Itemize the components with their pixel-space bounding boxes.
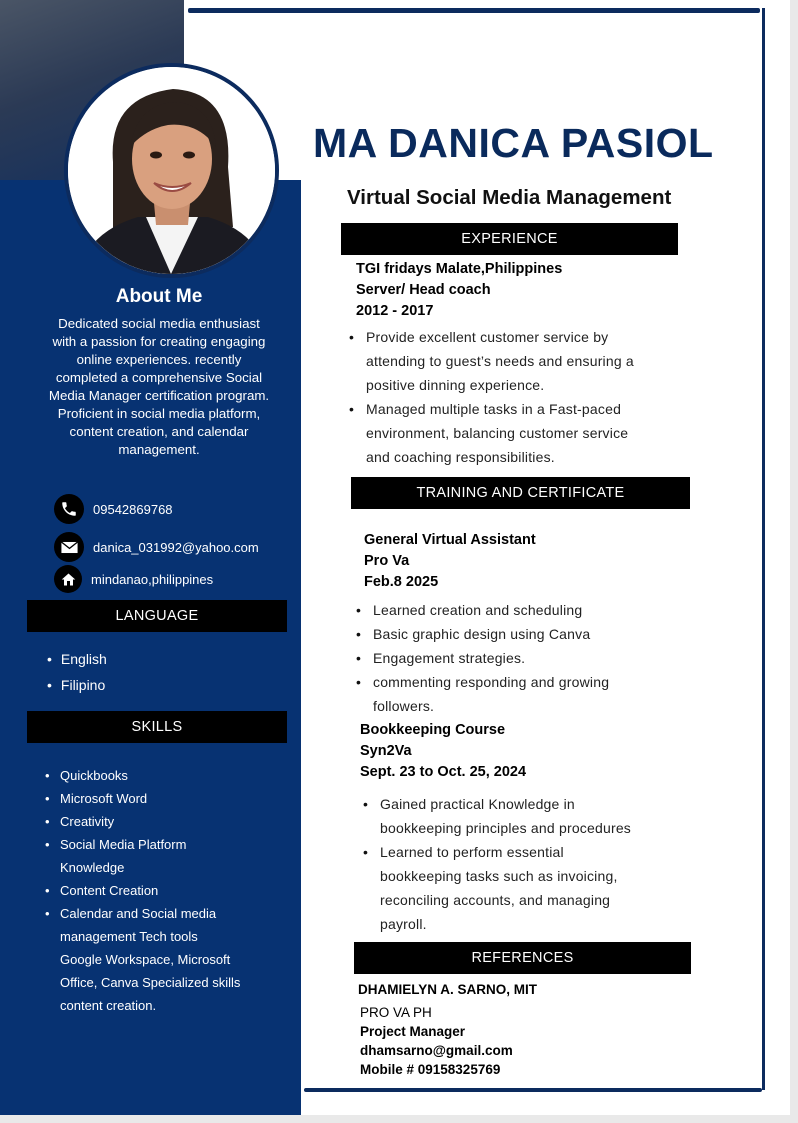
about-line: Proficient in social media platform,	[57, 406, 261, 421]
experience-position: Server/ Head coach	[356, 282, 491, 298]
list-item	[60, 787, 280, 810]
list-item	[380, 840, 631, 936]
experience-heading: EXPERIENCE	[341, 223, 678, 255]
course2-bullets	[380, 792, 631, 936]
about-line: online experiences. recently	[76, 352, 242, 367]
skills-list	[60, 764, 280, 1017]
skill-line: management Tech tools	[60, 929, 198, 944]
list-item	[366, 397, 634, 469]
experience-period: 2012 - 2017	[356, 303, 434, 319]
contact-phone	[54, 494, 173, 524]
course1-bullets	[373, 598, 609, 718]
skill-line: • Creativity	[60, 814, 115, 829]
reference-company: PRO VA PH	[360, 1005, 432, 1020]
address: mindanao,philippines	[91, 571, 214, 587]
email-address[interactable]: danica_031992@yahoo.com	[93, 539, 259, 555]
about-line: with a passion for creating engaging	[52, 334, 266, 349]
about-line: Dedicated social media enthusiast	[58, 316, 260, 331]
course1-provider: Pro Va	[364, 553, 410, 569]
list-item	[366, 325, 634, 397]
bullet-line: reconciling accounts, and managing	[380, 892, 611, 908]
list-item: • Filipino	[62, 672, 107, 698]
bullet-line: environment, balancing customer service	[366, 425, 629, 441]
skill-line: content creation.	[60, 998, 157, 1013]
list-item	[380, 792, 631, 840]
about-line: Media Manager certification program.	[48, 388, 270, 403]
skill-line: • Microsoft Word	[60, 791, 148, 806]
envelope-icon	[54, 532, 84, 562]
candidate-name: MA DANICA PASIOL	[313, 120, 714, 166]
skill-line: • Quickbooks	[60, 768, 128, 783]
contact-address	[54, 565, 213, 593]
language-list	[62, 646, 107, 698]
bullet-line: • Basic graphic design using Canva	[373, 626, 591, 642]
bullet-line: • Engagement strategies.	[373, 650, 526, 666]
list-item	[373, 598, 609, 622]
training-heading: TRAINING AND CERTIFICATE	[351, 477, 690, 509]
list-item	[373, 670, 609, 718]
home-icon	[54, 565, 82, 593]
course2-date: Sept. 23 to Oct. 25, 2024	[360, 764, 527, 780]
profile-photo	[64, 63, 279, 278]
skill-line: • Content Creation	[60, 883, 159, 898]
bullet-line: payroll.	[380, 916, 427, 932]
phone-number[interactable]: 09542869768	[93, 501, 173, 517]
bullet-line: bookkeeping principles and procedures	[380, 820, 632, 836]
profile-photo-illustration	[68, 67, 275, 274]
reference-title: Project Manager	[360, 1024, 466, 1039]
course1-date: Feb.8 2025	[364, 574, 439, 590]
list-item	[60, 764, 280, 787]
contact-email	[54, 532, 259, 562]
bullet-line: • Learned to perform essential	[380, 844, 564, 860]
skill-line: Google Workspace, Microsoft	[60, 952, 231, 967]
about-me-heading: About Me	[115, 286, 203, 307]
bullet-line: • Provide excellent customer service by	[366, 329, 609, 345]
about-line: completed a comprehensive Social	[55, 370, 263, 385]
bullet-line: bookkeeping tasks such as invoicing,	[380, 868, 618, 884]
skill-line: Office, Canva Specialized skills	[60, 975, 241, 990]
skill-line: • Social Media Platform	[60, 837, 187, 852]
experience-bullets	[366, 325, 634, 469]
experience-company: TGI fridays Malate,Philippines	[356, 261, 563, 277]
skill-line: Knowledge	[60, 860, 125, 875]
list-item	[60, 879, 280, 902]
reference-name: DHAMIELYN A. SARNO, MIT	[358, 982, 538, 997]
phone-icon	[54, 494, 84, 524]
about-line: management.	[118, 442, 200, 457]
frame-right-line	[762, 8, 765, 1090]
frame-top-line	[188, 8, 760, 13]
skill-line: • Calendar and Social media	[60, 906, 217, 921]
course2-title: Bookkeeping Course	[360, 722, 506, 738]
list-item	[60, 833, 280, 879]
reference-mobile: Mobile # 09158325769	[360, 1062, 501, 1077]
list-item	[373, 622, 609, 646]
list-item	[60, 902, 280, 1017]
list-item: • English	[62, 646, 107, 672]
bullet-line: attending to guest’s needs and ensuring a	[366, 353, 634, 369]
reference-email[interactable]: dhamsarno@gmail.com	[360, 1043, 513, 1058]
list-item	[60, 810, 280, 833]
bullet-line: • commenting responding and growing	[373, 674, 610, 690]
candidate-role: Virtual Social Media Management	[347, 186, 672, 209]
references-heading: REFERENCES	[354, 942, 691, 974]
bullet-line: • Gained practical Knowledge in	[380, 796, 575, 812]
course1-title: General Virtual Assistant	[364, 532, 536, 548]
language-heading: LANGUAGE	[27, 600, 287, 632]
list-item	[373, 646, 609, 670]
bullet-line: and coaching responsibilities.	[366, 449, 555, 465]
bullet-line: • Learned creation and scheduling	[373, 602, 583, 618]
course2-provider: Syn2Va	[360, 743, 412, 759]
about-me-text	[28, 315, 290, 459]
skills-heading: SKILLS	[27, 711, 287, 743]
bullet-line: • Managed multiple tasks in a Fast-paced	[366, 401, 622, 417]
frame-bottom-line	[304, 1088, 762, 1092]
bullet-line: followers.	[373, 698, 435, 714]
bullet-line: positive dinning experience.	[366, 377, 545, 393]
about-line: content creation, and calendar	[69, 424, 249, 439]
